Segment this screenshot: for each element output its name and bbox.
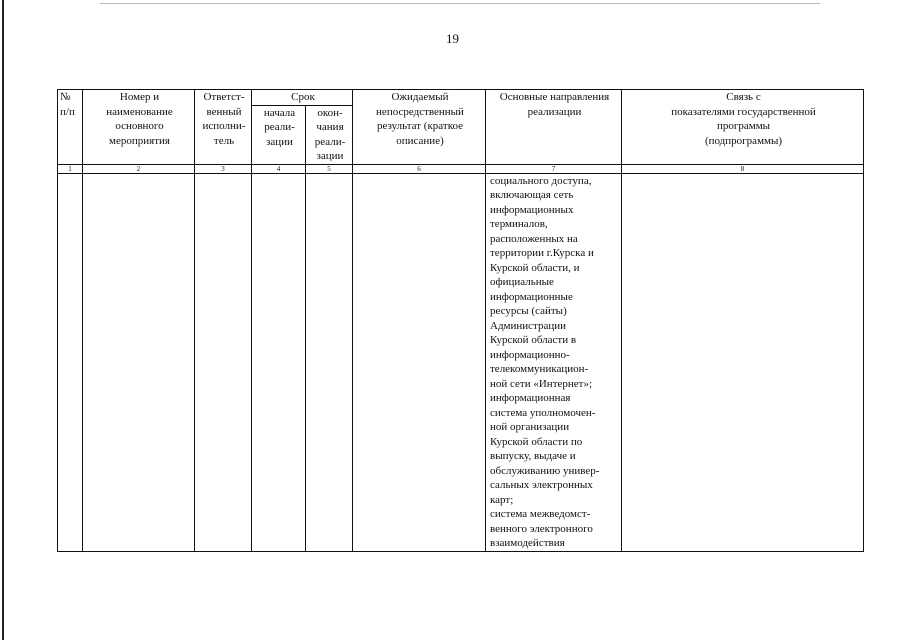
header-measure-name: Номер и наименование основного мероприятия [83,90,195,165]
cell-term-end [306,173,353,551]
column-number: 5 [306,164,353,173]
header-term-end: окон- чания реали- зации [306,105,353,164]
header-row-1 [58,90,864,106]
column-number: 6 [353,164,486,173]
header-responsible: Ответст- венный исполни- тель [195,90,252,165]
column-number: 3 [195,164,252,173]
column-number-row [58,164,864,173]
header-number: № п/п [58,90,83,165]
column-number: 7 [486,164,622,173]
header-main-directions: Основные направления реализации [486,90,622,165]
scan-artifact-top-line [100,3,820,4]
column-number: 2 [83,164,195,173]
cell-term-start [252,173,306,551]
table-row [58,173,864,551]
cell-measure-name [83,173,195,551]
cell-expected-result [353,173,486,551]
header-term-group: Срок [252,90,353,106]
main-directions-text: социального доступа, включающая сеть информационных терминалов, расположенных на территории г.Курска и Курской области, и официальные информационные ресурсы (сайты) Администрации Курской области в информационно- телекоммуникацион- ной сети «Интернет»; информационная система уполномочен- ной организации Курской области по выпуску, выдаче и обслуживанию универ- сальных электронных карт; система межведомст- венного электронного взаимодействия [490,174,600,549]
cell-responsible [195,173,252,551]
page-number: 19 [446,31,459,46]
header-term-start: начала реали- зации [252,105,306,164]
cell-number [58,173,83,551]
cell-main-directions [486,173,622,551]
header-expected-result: Ожидаемый непосредственный результат (краткое описание) [353,90,486,165]
scan-artifact-left-edge [2,0,4,640]
cell-link-indicators [622,173,864,551]
column-number: 1 [58,164,83,173]
column-number: 8 [622,164,864,173]
column-number: 4 [252,164,306,173]
measures-table [57,89,864,552]
header-link-indicators: Связь с показателями государственной программы (подпрограммы) [622,90,864,165]
